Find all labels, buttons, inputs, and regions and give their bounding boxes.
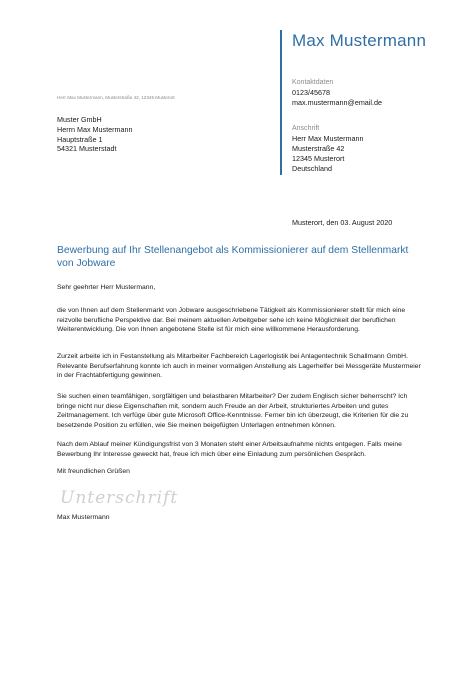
address-line-1: Herr Max Mustermann — [292, 134, 364, 143]
sender-return-line: Herr Max Mustermann, Musterstraße 42, 12345 Musterort — [57, 95, 175, 100]
contact-phone: 0123/45678 — [292, 88, 330, 97]
recipient-address — [57, 115, 133, 154]
salutation: Sehr geehrter Herr Mustermann, — [57, 284, 156, 291]
letter-date: Musterort, den 03. August 2020 — [292, 218, 393, 227]
body-paragraph-4: Nach dem Ablauf meiner Kündigungsfrist von 3 Monaten steht einer Arbeitsaufnahme nichts entgegen. Falls meine Bewerbung Ihr Interesse geweckt hat, freue ich mich über eine Einladung zum persönlichen Gespräch. — [57, 441, 402, 458]
closing-phrase: Mit freundlichen Grüßen — [57, 468, 130, 475]
address-line-2: Musterstraße 42 — [292, 144, 345, 153]
signature-placeholder: Unterschrift — [60, 488, 179, 508]
body-paragraph-3: Sie suchen einen teamfähigen, sorgfältigen und belastbaren Mitarbeiter? Der zudem Englisch sicher beherrscht? Ich bringe nicht nur diese Eigenschaften mit, sondern auch Freude an der Arbeit, strukturiertes Arbeiten und gutes Zeitmanagement. Ich verfüge über gute Microsoft Office-Kenntnisse. Ferner bin ich überzeugt, die Kriterien für die zu besetzende Position zu erfüllen, wie Sie meinen beigefügten Unterlagen entnehmen können. — [57, 393, 409, 429]
address-line-3: 12345 Musterort — [292, 154, 345, 163]
contact-email: max.mustermann@email.de — [292, 98, 382, 107]
body-paragraph-1: die von Ihnen auf dem Stellenmarkt von Jobware ausgeschriebene Tätigkeit als Kommissionierer stellt für mich eine reizvolle berufliche Perspektive dar. Bei meinem aktuellen Arbeitgeber sehe ich keine Möglichkeit der beruflichen Weiterentwicklung. Die von Ihnen angebotene Stelle ist für mich eine willkommene Herausforderung. — [57, 307, 406, 334]
recipient-line-4: 54321 Musterstadt — [57, 144, 117, 154]
signature-name: Max Mustermann — [57, 514, 110, 521]
header-divider-line — [280, 30, 282, 175]
address-line-4: Deutschland — [292, 164, 332, 173]
applicant-name-heading: Max Mustermann — [292, 31, 427, 50]
recipient-line-1: Muster GmbH — [57, 115, 102, 124]
letter-subject: Bewerbung auf Ihr Stellenangebot als Kommissionierer auf dem Stellenmarkt von Jobware — [57, 245, 409, 269]
body-paragraph-2: Zurzeit arbeite ich in Festanstellung als Mitarbeiter Fachbereich Lagerlogistik bei Anlagentechnik Schallmann GmbH. Relevante Berufserfahrung konnte ich auch in meiner vormaligen Anstellung als Lagerhelfer bei Messgeräte Mustermeier in der Frachtabfertigung gewinnen. — [57, 353, 421, 380]
recipient-line-3: Hauptstraße 1 — [57, 134, 103, 144]
recipient-line-2: Herrn Max Mustermann — [57, 124, 133, 134]
address-heading: Anschrift — [292, 125, 320, 132]
contact-heading: Kontaktdaten — [292, 79, 334, 86]
